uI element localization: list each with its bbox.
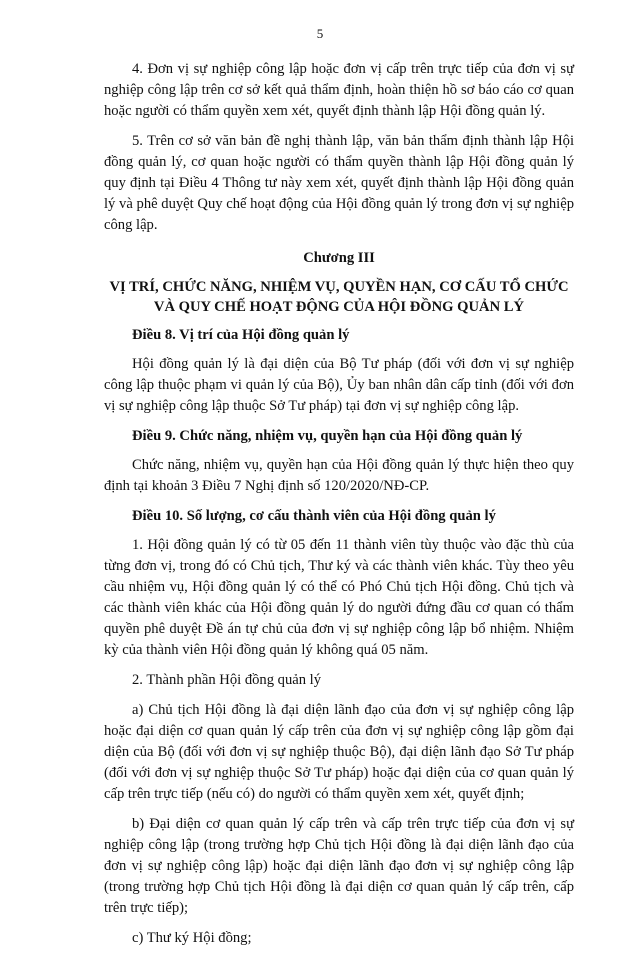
paragraph-clause-4: 4. Đơn vị sự nghiệp công lập hoặc đơn vị cấp trên trực tiếp của đơn vị sự nghiệp công lập trên cơ sở kết quả thẩm định, hoàn thiện hồ sơ báo cáo cơ quan hoặc người có thẩm quyền xem xét, quyết định thành lập Hội đồng quản lý. bbox=[104, 61, 574, 119]
article-10-point-b: b) Đại diện cơ quan quản lý cấp trên và cấp trên trực tiếp của đơn vị sự nghiệp công lập (trong trường hợp Chủ tịch Hội đồng là đại diện lãnh đạo của đơn vị sự nghiệp công lập) hoặc đại diện lãnh đạo đơn vị sự nghiệp công lập (trong trường hợp Chủ tịch Hội đồng là đại diện cơ quan quản lý cấp trên, cấp trên trực tiếp); bbox=[104, 816, 574, 916]
article-10-point-a: a) Chủ tịch Hội đồng là đại diện lãnh đạo của đơn vị sự nghiệp công lập hoặc đại diện cơ quan quản lý cấp trên của đơn vị sự nghiệp công lập gồm đại diện của Bộ (đối với đơn vị sự nghiệp thuộc Bộ), đại diện lãnh đạo Sở Tư pháp (đối với đơn vị sự nghiệp thuộc Sở Tư pháp) hoặc đại diện của cơ quan quản lý cấp trên trực tiếp (nếu có) do người có thẩm quyền xem xét, quyết định; bbox=[104, 702, 574, 802]
article-10-clause-2: 2. Thành phần Hội đồng quản lý bbox=[132, 672, 322, 688]
article-10-heading: Điều 10. Số lượng, cơ cấu thành viên của Hội đồng quản lý bbox=[132, 508, 496, 524]
chapter-label: Chương III bbox=[303, 250, 375, 266]
article-8-heading: Điều 8. Vị trí của Hội đồng quản lý bbox=[132, 327, 350, 343]
article-9-text: Chức năng, nhiệm vụ, quyền hạn của Hội đồng quản lý thực hiện theo quy định tại khoản 3 Điều 7 Nghị định số 120/2020/NĐ-CP. bbox=[104, 457, 574, 494]
article-10-point-c: c) Thư ký Hội đồng; bbox=[132, 930, 252, 946]
chapter-title-line-2: VÀ QUY CHẾ HOẠT ĐỘNG CỦA HỘI ĐỒNG QUẢN LÝ bbox=[153, 299, 525, 315]
page-number: 5 bbox=[316, 26, 324, 41]
paragraph-clause-5: 5. Trên cơ sở văn bản đề nghị thành lập, văn bản thẩm định thành lập Hội đồng quản lý, cơ quan hoặc người có thẩm quyền thành lập Hội đồng quản lý quy định tại Điều 4 Thông tư này xem xét, quyết định thành lập Hội đồng quản lý và phê duyệt Quy chế hoạt động của Hội đồng quản lý trong đơn vị sự nghiệp công lập. bbox=[104, 133, 574, 233]
chapter-title-line-1: VỊ TRÍ, CHỨC NĂNG, NHIỆM VỤ, QUYỀN HẠN, CƠ CẤU TỔ CHỨC bbox=[109, 279, 569, 295]
chapter-title bbox=[104, 277, 574, 317]
document-body bbox=[104, 59, 574, 958]
article-8-text: Hội đồng quản lý là đại diện của Bộ Tư pháp (đối với đơn vị sự nghiệp công lập thuộc phạm vi quản lý của Bộ), Ủy ban nhân dân cấp tỉnh (đối với đơn vị sự nghiệp công lập thuộc Sở Tư pháp) tại đơn vị sự nghiệp công lập. bbox=[104, 356, 574, 414]
article-10-clause-1: 1. Hội đồng quản lý có từ 05 đến 11 thành viên tùy thuộc vào đặc thù của từng đơn vị, trong đó có Chủ tịch, Thư ký và các thành viên khác. Tùy theo yêu cầu nhiệm vụ, Hội đồng quản lý có thể có Phó Chủ tịch Hội đồng. Chủ tịch và các thành viên khác của Hội đồng quản lý do người đứng đầu cơ quan có thẩm quyền phê duyệt Đề án tự chủ của đơn vị sự nghiệp công lập bổ nhiệm. Nhiệm kỳ của thành viên Hội đồng quản lý không quá 05 năm. bbox=[104, 537, 574, 658]
article-9-heading: Điều 9. Chức năng, nhiệm vụ, quyền hạn của Hội đồng quản lý bbox=[132, 428, 523, 444]
